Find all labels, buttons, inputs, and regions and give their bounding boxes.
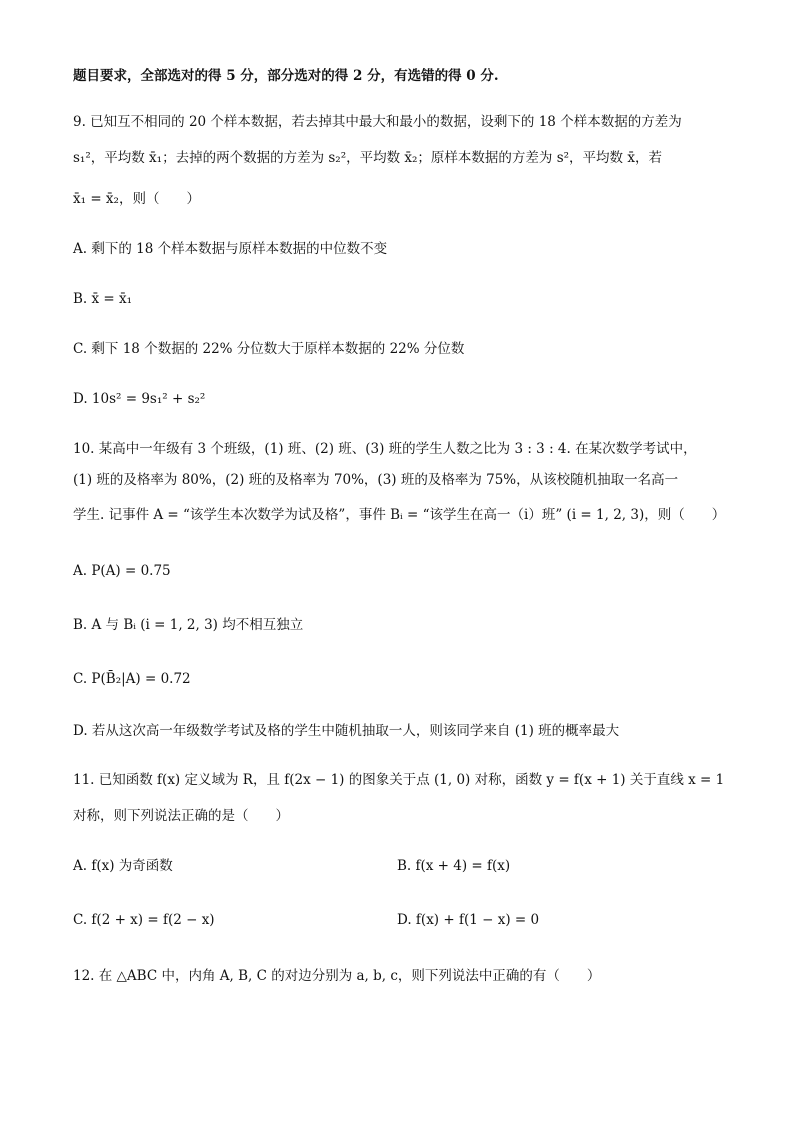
q11-option-a: A. f(x) 为奇函数 [73, 858, 173, 874]
q10-option-a: A. P(A) = 0.75 [73, 563, 171, 579]
q9-stem-line3: x̄₁ = x̄₂，则（ ） [73, 191, 200, 207]
q9-option-d: D. 10s² = 9s₁² + s₂² [73, 391, 206, 407]
q10-option-d: D. 若从这次高一年级数学考试及格的学生中随机抽取一人，则该同学来自 (1) 班的概率最大 [73, 723, 620, 739]
q12-stem-line1: 12. 在 △ABC 中，内角 A, B, C 的对边分别为 a, b, c，则下列说法中正确的有（ ） [73, 968, 601, 984]
q11-option-c: C. f(2 + x) = f(2 − x) [73, 912, 215, 928]
q11-option-d: D. f(x) + f(1 − x) = 0 [397, 912, 540, 928]
q11-stem-line1: 11. 已知函数 f(x) 定义域为 R，且 f(2x − 1) 的图象关于点 (1, 0) 对称，函数 y = f(x + 1) 关于直线 x = 1 [73, 772, 725, 788]
q9-stem-line2: s₁²，平均数 x̄₁；去掉的两个数据的方差为 s₂²，平均数 x̄₂；原样本数据的方差为 s²，平均数 x̄，若 [73, 150, 662, 166]
q10-stem-line3: 学生. 记事件 A = “该学生本次数学为试及格”，事件 Bᵢ = “该学生在高一（i）班” (i = 1, 2, 3)，则（ ） [73, 507, 726, 523]
q10-option-c: C. P(B̄₂|A) = 0.72 [73, 671, 191, 687]
q9-option-c: C. 剩下 18 个数据的 22% 分位数大于原样本数据的 22% 分位数 [73, 341, 465, 357]
scoring-instruction: 题目要求，全部选对的得 5 分，部分选对的得 2 分，有选错的得 0 分. [73, 68, 499, 84]
q9-option-b: B. x̄ = x̄₁ [73, 291, 133, 307]
q11-option-b: B. f(x + 4) = f(x) [397, 858, 511, 874]
q10-stem-line2: (1) 班的及格率为 80%，(2) 班的及格率为 70%，(3) 班的及格率为 75%，从该校随机抽取一名高一 [73, 472, 679, 488]
q9-stem-line1: 9. 已知互不相同的 20 个样本数据，若去掉其中最大和最小的数据，设剩下的 18 个样本数据的方差为 [73, 114, 682, 130]
q11-stem-line2: 对称，则下列说法正确的是（ ） [73, 808, 289, 824]
q10-stem-line1: 10. 某高中一年级有 3 个班级，(1) 班、(2) 班、(3) 班的学生人数之比为 3 : 3 : 4. 在某次数学考试中， [73, 441, 697, 457]
q9-option-a: A. 剩下的 18 个样本数据与原样本数据的中位数不变 [73, 241, 388, 257]
q10-option-b: B. A 与 Bᵢ (i = 1, 2, 3) 均不相互独立 [73, 617, 304, 633]
